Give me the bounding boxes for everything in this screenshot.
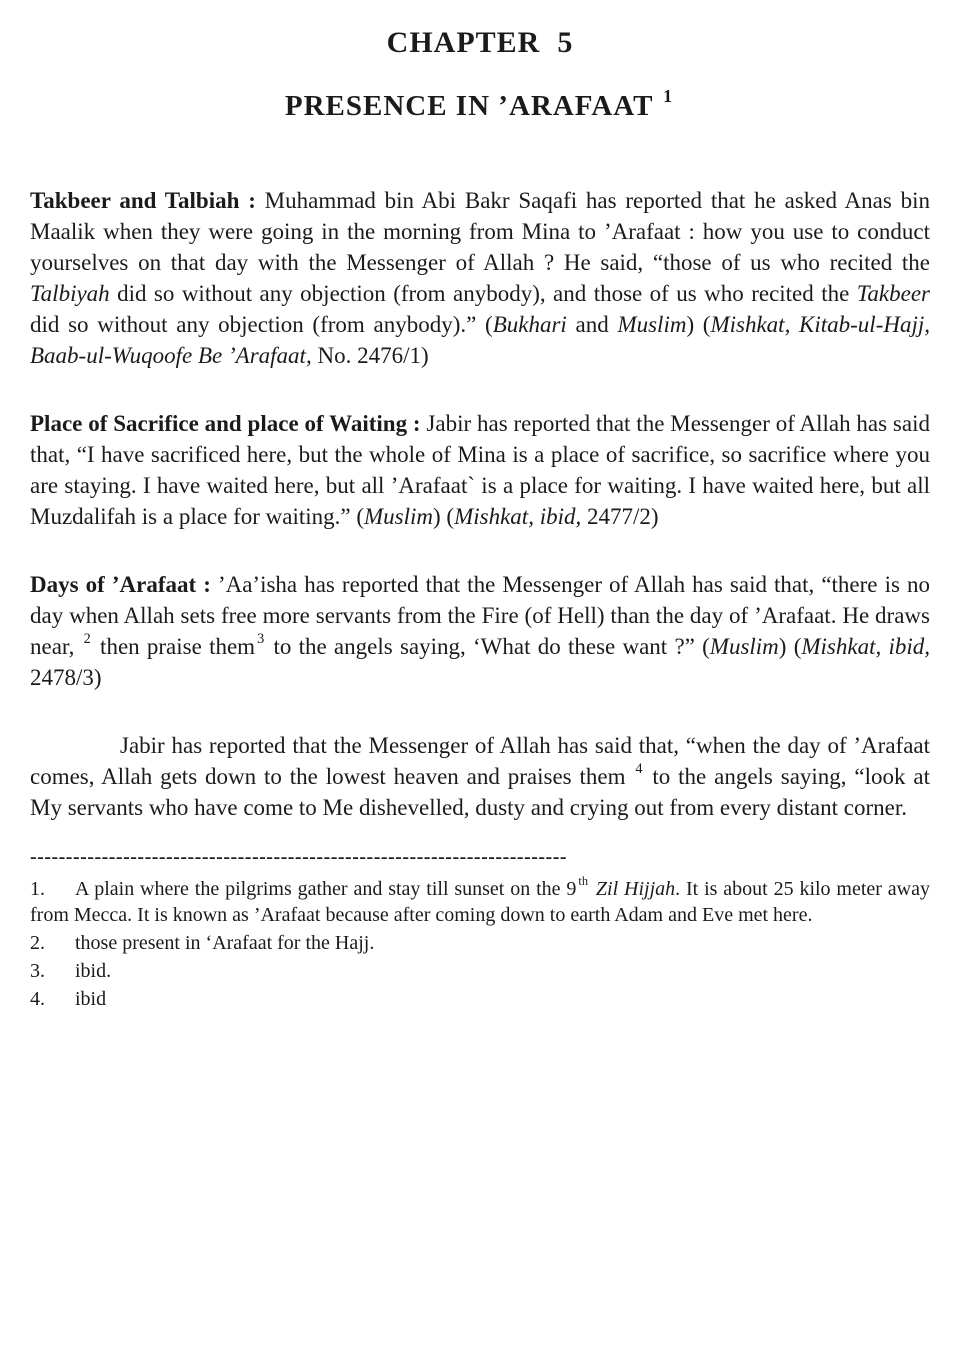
footnote-2 <box>30 930 930 956</box>
chapter-title: CHAPTER 5 <box>386 26 574 59</box>
paragraph-days-of-arafaat: Days of ’Arafaat : ’Aa’isha has reported that the Messenger of Allah has said that, “there is no day when Allah sets free more servants from the Fire (of Hell) than the day of ’Arafaat. He draws near, $^2$ then praise them $^3$ to the angels saying, ‘What do these want ?” (Muslim) (Mishkat, ibid, 2478/3) <box>30 572 930 690</box>
footnote-3 <box>30 958 930 984</box>
footnote-4-text: ibid <box>75 988 107 1010</box>
footnote-2-text: those present in ‘Arafaat for the Hajj. <box>75 932 375 954</box>
paragraph-takbeer-and-talbiah: Takbeer and Talbiah : Muhammad bin Abi Bakr Saqafi has reported that he asked Anas bin Maalik when they were going in the morning from Mina to ’Arafaat : how you use to conduct yourselves on that day with the Messenger of Allah ? He said, “those of us who recited the Talbiyah did so without any objection (from anybody), and those of us who recited the Takbeer did so without any objection (from anybody).” (Bukhari and Muslim) (Mishkat, Kitab-ul-Hajj, Baab-ul-Wuqoofe Be ’Arafaat, No. 2476/1) <box>30 188 930 368</box>
footnote-4 <box>30 986 930 1012</box>
footnote-1-text: A plain where the pilgrims gather and stay till sunset on the 9 $^{th}$ Zil Hijjah. It is about 25 kilo meter away from Mecca. It is known as ’Arafaat because after coming down to earth Adam and Eve met here. <box>30 874 931 926</box>
footnote-ref-1: 1 <box>663 85 674 106</box>
page-title-text: PRESENCE IN ’ARAFAAT <box>284 90 662 122</box>
footnote-3-number: 3. <box>30 960 45 982</box>
paragraph-jabir-report: Jabir has reported that the Messenger of Allah has said that, “when the day of ’Arafaat comes, Allah gets down to the lowest heaven and praises them $^4$ to the angels saying, “look at My servants who have come to Me dishevelled, dusty and crying out from every distant corner. <box>30 733 930 820</box>
footnote-1 <box>30 876 930 928</box>
page-title <box>30 85 930 123</box>
paragraph-place-of-sacrifice: Place of Sacrifice and place of Waiting : Jabir has reported that the Messenger of Allah has said that, “I have sacrificed here, but the whole of Mina is a place of sacrifice, so sacrifice where you are staying. I have waited here, but all ’Arafaat` is a place for waiting. I have waited here, but all Muzdalifah is a place for waiting.” (Muslim) (Mishkat, ibid, 2477/2) <box>30 411 930 529</box>
footnote-4-number: 4. <box>30 988 45 1010</box>
body-text <box>30 185 930 823</box>
footnote-separator: --------------------------------------------------------------------------- <box>30 848 568 866</box>
footnote-3-text: ibid. <box>75 960 112 982</box>
footnote-2-number: 2. <box>30 932 45 954</box>
footnote-1-number: 1. <box>30 878 45 900</box>
footnotes-section <box>30 848 930 1012</box>
